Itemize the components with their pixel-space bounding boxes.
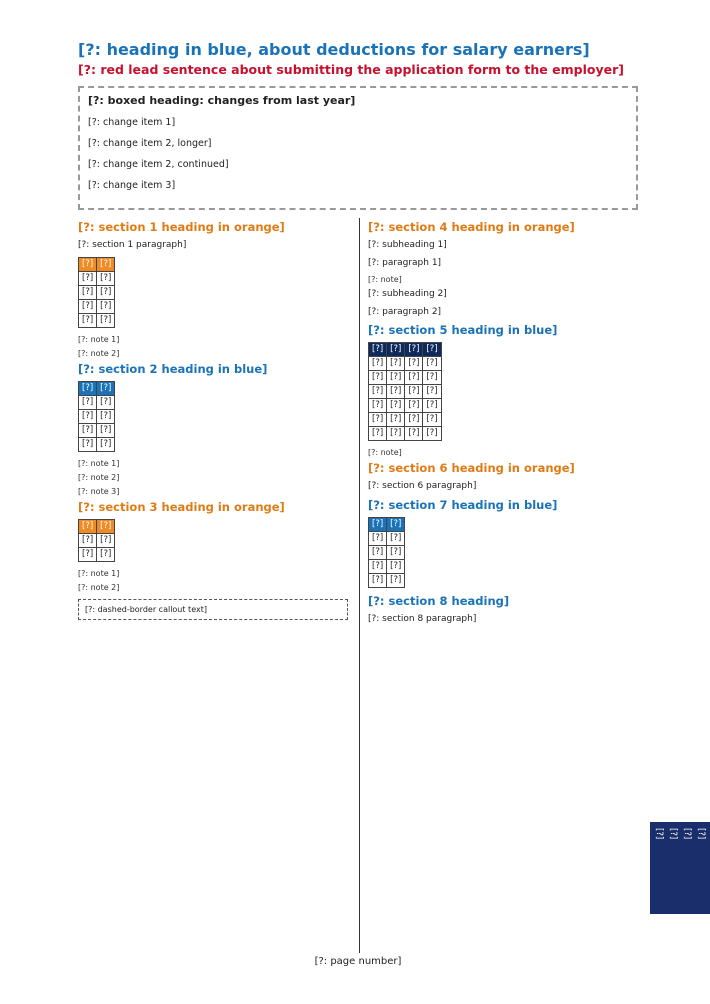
note: [?: note 1] <box>78 334 120 344</box>
changes-list <box>88 114 626 198</box>
table-row <box>79 409 115 423</box>
side-tab-label: [?] <box>696 828 706 840</box>
note: [?: note 1] <box>78 458 120 468</box>
table-cell: [?] <box>79 285 97 299</box>
table-cell: [?] <box>369 371 387 385</box>
table-header: [?] <box>423 343 441 357</box>
table-row <box>79 423 115 437</box>
list-item: [?: change item 2, longer] <box>88 138 212 149</box>
side-tab-label: [?] <box>682 828 692 840</box>
table-header: [?] <box>369 343 387 357</box>
column-divider <box>359 218 360 953</box>
table-cell: [?] <box>79 395 97 409</box>
table-row <box>369 371 442 385</box>
page <box>78 40 638 967</box>
table-cell: [?] <box>79 547 97 561</box>
table-row <box>369 559 405 573</box>
table-cell: [?] <box>369 413 387 427</box>
note: [?: note 2] <box>78 472 120 482</box>
table-header: [?] <box>79 381 97 395</box>
table-row <box>369 573 405 587</box>
table-header: [?] <box>387 343 405 357</box>
table-cell: [?] <box>79 533 97 547</box>
table-header: [?] <box>79 519 97 533</box>
table-cell: [?] <box>423 357 441 371</box>
table-header: [?] <box>405 343 423 357</box>
table-row <box>79 395 115 409</box>
table-cell: [?] <box>423 371 441 385</box>
side-index-tab[interactable] <box>650 822 710 914</box>
table-row <box>369 399 442 413</box>
right-column <box>368 220 638 630</box>
table-header: [?] <box>97 381 115 395</box>
table-cell: [?] <box>97 271 115 285</box>
table-row <box>369 545 405 559</box>
table-cell: [?] <box>97 313 115 327</box>
table-row <box>79 271 115 285</box>
table-cell: [?] <box>369 385 387 399</box>
table-cell: [?] <box>423 399 441 413</box>
table-row <box>79 285 115 299</box>
section-heading: [?: section 7 heading in blue] <box>368 497 558 512</box>
table-cell: [?] <box>97 533 115 547</box>
table-row <box>369 385 442 399</box>
callout-box: [?: dashed-border callout text] <box>78 599 348 620</box>
list-item: [?: change item 1] <box>88 117 176 128</box>
note: [?: note 2] <box>78 348 120 358</box>
table-header: [?] <box>97 519 115 533</box>
table-cell: [?] <box>97 437 115 451</box>
section-heading: [?: section 8 heading] <box>368 593 510 608</box>
table-cell: [?] <box>405 385 423 399</box>
page-number: [?: page number] <box>314 956 402 967</box>
table-cell: [?] <box>97 409 115 423</box>
body-text: [?: section 1 paragraph] <box>78 240 187 250</box>
deduction-table <box>78 519 115 562</box>
side-tab-label: [?] <box>668 828 678 840</box>
section-heading: [?: section 3 heading in orange] <box>78 499 285 514</box>
table-cell: [?] <box>97 299 115 313</box>
table-cell: [?] <box>369 399 387 413</box>
section-heading: [?: section 6 heading in orange] <box>368 461 575 475</box>
table-cell: [?] <box>405 357 423 371</box>
table-cell: [?] <box>369 545 387 559</box>
lead-text: [?: red lead sentence about submitting the application form to the employer] <box>78 62 624 77</box>
table-cell: [?] <box>387 385 405 399</box>
table-header: [?] <box>97 257 115 271</box>
table-cell: [?] <box>387 545 405 559</box>
table-cell: [?] <box>387 371 405 385</box>
subheading: [?: subheading 1] <box>368 240 447 250</box>
section-heading: [?: section 4 heading in orange] <box>368 220 575 234</box>
table-cell: [?] <box>79 313 97 327</box>
table-cell: [?] <box>405 413 423 427</box>
table-row <box>79 547 115 561</box>
table-cell: [?] <box>79 437 97 451</box>
side-tab-label: [?] <box>654 828 664 840</box>
table-cell: [?] <box>387 531 405 545</box>
list-item: [?: change item 3] <box>88 180 176 191</box>
table-row <box>79 299 115 313</box>
section-heading: [?: section 2 heading in blue] <box>78 361 268 376</box>
note: [?: note 1] <box>78 568 120 578</box>
insurance-table <box>368 342 442 441</box>
table-header: [?] <box>387 517 405 531</box>
table-cell: [?] <box>423 427 441 441</box>
table-row <box>79 313 115 327</box>
left-column <box>78 220 348 620</box>
table-row <box>79 437 115 451</box>
section-heading: [?: section 5 heading in blue] <box>368 323 558 337</box>
note: [?: note 2] <box>78 582 120 592</box>
table-cell: [?] <box>79 271 97 285</box>
deduction-table <box>78 257 115 328</box>
table-cell: [?] <box>405 371 423 385</box>
subheading: [?: subheading 2] <box>368 289 447 299</box>
table-cell: [?] <box>387 399 405 413</box>
table-cell: [?] <box>369 559 387 573</box>
table-cell: [?] <box>369 427 387 441</box>
table-cell: [?] <box>405 399 423 413</box>
table-cell: [?] <box>97 423 115 437</box>
table-cell: [?] <box>97 285 115 299</box>
body-text: [?: section 8 paragraph] <box>368 613 477 624</box>
section-heading: [?: section 1 heading in orange] <box>78 220 285 234</box>
table-cell: [?] <box>369 531 387 545</box>
table-cell: [?] <box>369 357 387 371</box>
table-cell: [?] <box>79 409 97 423</box>
table-row <box>369 357 442 371</box>
note: [?: note] <box>368 448 402 457</box>
deduction-table <box>78 381 115 452</box>
page-title: [?: heading in blue, about deductions for salary earners] <box>78 40 590 59</box>
table-cell: [?] <box>405 427 423 441</box>
table-cell: [?] <box>79 299 97 313</box>
table-cell: [?] <box>79 423 97 437</box>
body-text: [?: paragraph 2] <box>368 306 442 317</box>
note: [?: note 3] <box>78 486 120 496</box>
table-header: [?] <box>79 257 97 271</box>
table-cell: [?] <box>387 427 405 441</box>
table-header: [?] <box>369 517 387 531</box>
table-cell: [?] <box>423 413 441 427</box>
body-text: [?: section 6 paragraph] <box>368 481 477 491</box>
table-cell: [?] <box>387 413 405 427</box>
basic-deduction-table <box>368 517 405 588</box>
table-cell: [?] <box>97 395 115 409</box>
table-row <box>369 413 442 427</box>
table-cell: [?] <box>369 573 387 587</box>
changes-title: [?: boxed heading: changes from last year] <box>88 94 356 107</box>
table-cell: [?] <box>387 573 405 587</box>
changes-box <box>78 86 638 210</box>
table-cell: [?] <box>423 385 441 399</box>
body-text: [?: paragraph 1] <box>368 257 442 268</box>
table-row <box>79 533 115 547</box>
table-cell: [?] <box>387 559 405 573</box>
note: [?: note] <box>368 275 402 284</box>
list-item: [?: change item 2, continued] <box>88 159 229 170</box>
table-cell: [?] <box>97 547 115 561</box>
table-row <box>369 531 405 545</box>
table-cell: [?] <box>387 357 405 371</box>
table-row <box>369 427 442 441</box>
